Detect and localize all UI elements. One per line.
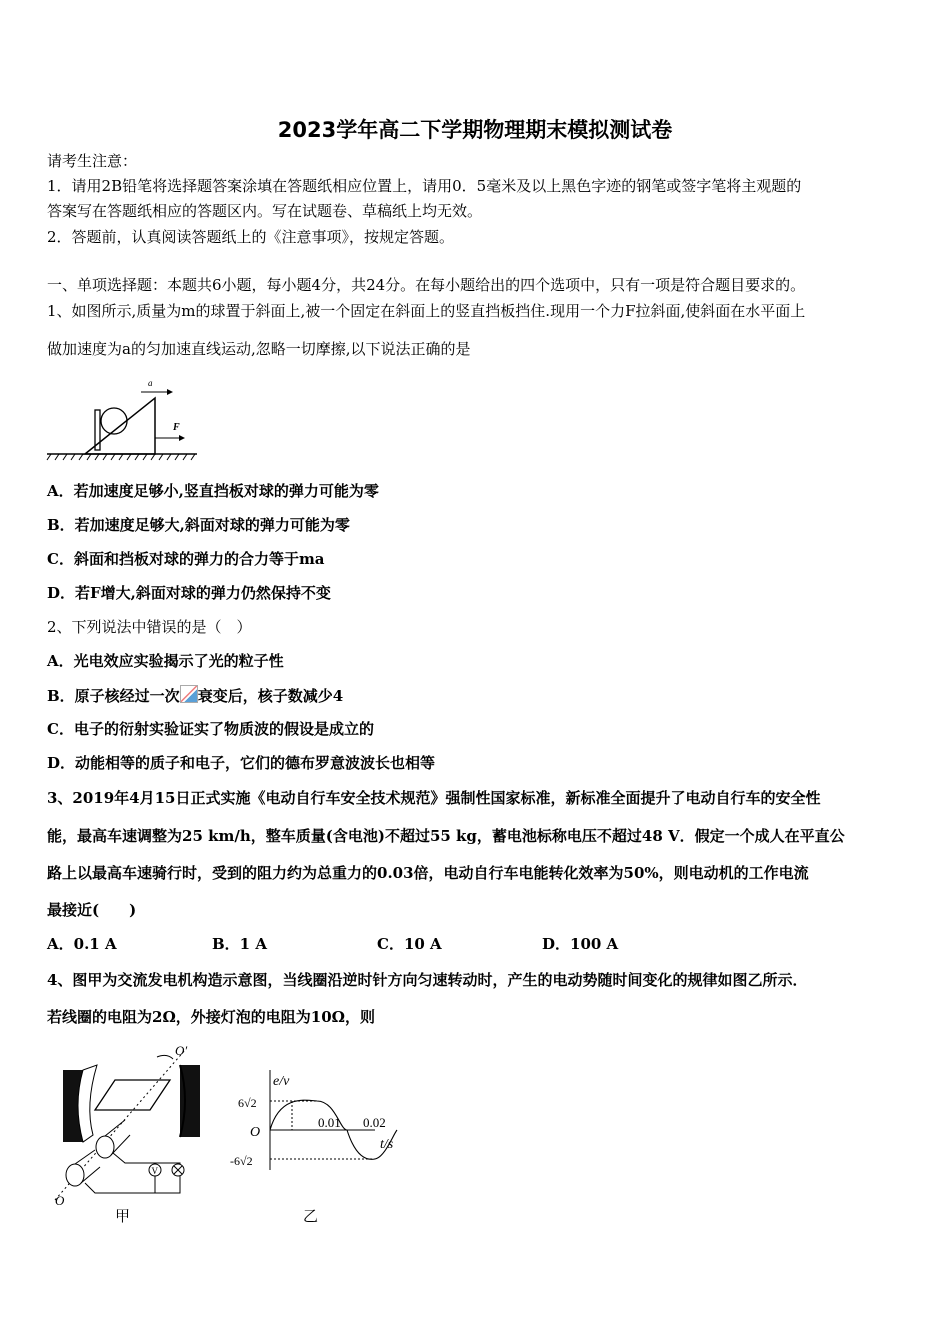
generator-figure-jia [45,1035,215,1225]
q1-stem-cont: 做加速度为a的匀加速直线运动,忽略一切摩擦,以下说法正确的是 [47,340,471,358]
q3-option-a[interactable]: A．0.1 A [47,935,117,953]
emf-time-graph-yi [225,1035,415,1225]
notice-item-2: 2．答题前，认真阅读答题纸上的《注意事项》，按规定答题。 [47,228,455,246]
q1-option-a[interactable]: A．若加速度足够小,竖直挡板对球的弹力可能为零 [47,482,379,500]
q3-stem-cont-3: 最接近( ) [47,901,137,919]
notice-item-1: 1．请用2B铅笔将选择题答案涂填在答题纸相应位置上，请用0．5毫米及以上黑色字迹的钢笔或签字笔将主观题的 [47,177,802,195]
q2-option-b[interactable] [47,685,343,706]
figure-caption-yi: 乙 [303,1209,319,1225]
y-tick-max: 6√2 [238,1096,257,1110]
q2-option-c[interactable]: C．电子的衍射实验证实了物质波的假设是成立的 [47,720,374,738]
y-axis-label: e/v [273,1074,290,1089]
axis-label-o: O [55,1193,65,1208]
label-F: F [173,422,180,433]
label-a: a [148,378,153,388]
q2-option-d[interactable]: D．动能相等的质子和电子，它们的德布罗意波波长也相等 [47,754,436,772]
q2-option-a[interactable]: A．光电效应实验揭示了光的粒子性 [47,652,284,670]
axis-label-o-prime: O′ [175,1043,188,1058]
q2-stem: 2、下列说法中错误的是（ ） [47,618,252,636]
q1-option-b[interactable]: B．若加速度足够大,斜面对球的弹力可能为零 [47,516,350,534]
x-tick-2: 0.02 [363,1115,386,1130]
q1-option-c[interactable]: C．斜面和挡板对球的弹力的合力等于ma [47,550,325,568]
page-title: 2023学年高二下学期物理期末模拟测试卷 [277,118,673,142]
x-axis-label: t/s [380,1137,394,1152]
q4-stem: 4、图甲为交流发电机构造示意图，当线圈沿逆时针方向匀速转动时，产生的电动势随时间变化的规律如图乙所示． [47,971,808,989]
broken-image-icon [180,685,198,703]
voltmeter-label: V [151,1166,158,1176]
notice-item-1-cont: 答案写在答题纸相应的答题区内。写在试题卷、草稿纸上均无效。 [47,202,483,220]
q4-stem-cont: 若线圈的电阻为2Ω，外接灯泡的电阻为10Ω，则 [47,1008,376,1026]
origin-label: O [250,1125,261,1140]
q3-stem-cont-1: 能，最高车速调整为25 km/h，整车质量(含电池)不超过55 kg，蓄电池标称电压不超过48 V．假定一个成人在平直公 [47,827,845,845]
q3-option-c[interactable]: C．10 A [377,935,442,953]
q3-option-b[interactable]: B．1 A [212,935,267,953]
y-tick-min: -6√2 [230,1154,253,1168]
q1-incline-figure [45,368,200,463]
q3-option-d[interactable]: D．100 A [542,935,619,953]
q1-stem: 1、如图所示,质量为m的球置于斜面上,被一个固定在斜面上的竖直挡板挡住.现用一个力F拉斜面,使斜面在水平面上 [47,302,806,320]
q3-stem-cont-2: 路上以最高车速骑行时，受到的阻力约为总重力的0.03倍，电动自行车电能转化效率为50%，则电动机的工作电流 [47,864,809,882]
x-tick-1: 0.01 [318,1115,341,1130]
figure-caption-jia: 甲 [115,1209,131,1225]
q2-option-b-post: 衰变后，核子数减少4 [197,687,344,705]
section-heading: 一、单项选择题：本题共6小题，每小题4分，共24分。在每小题给出的四个选项中，只有一项是符合题目要求的。 [47,276,806,294]
q1-option-d[interactable]: D．若F增大,斜面对球的弹力仍然保持不变 [47,584,331,602]
notice-heading: 请考生注意： [47,152,138,170]
q2-option-b-pre: B．原子核经过一次 [47,687,180,705]
q3-stem: 3、2019年4月15日正式实施《电动自行车安全技术规范》强制性国家标准，新标准全面提升了电动自行车的安全性 [47,789,821,807]
